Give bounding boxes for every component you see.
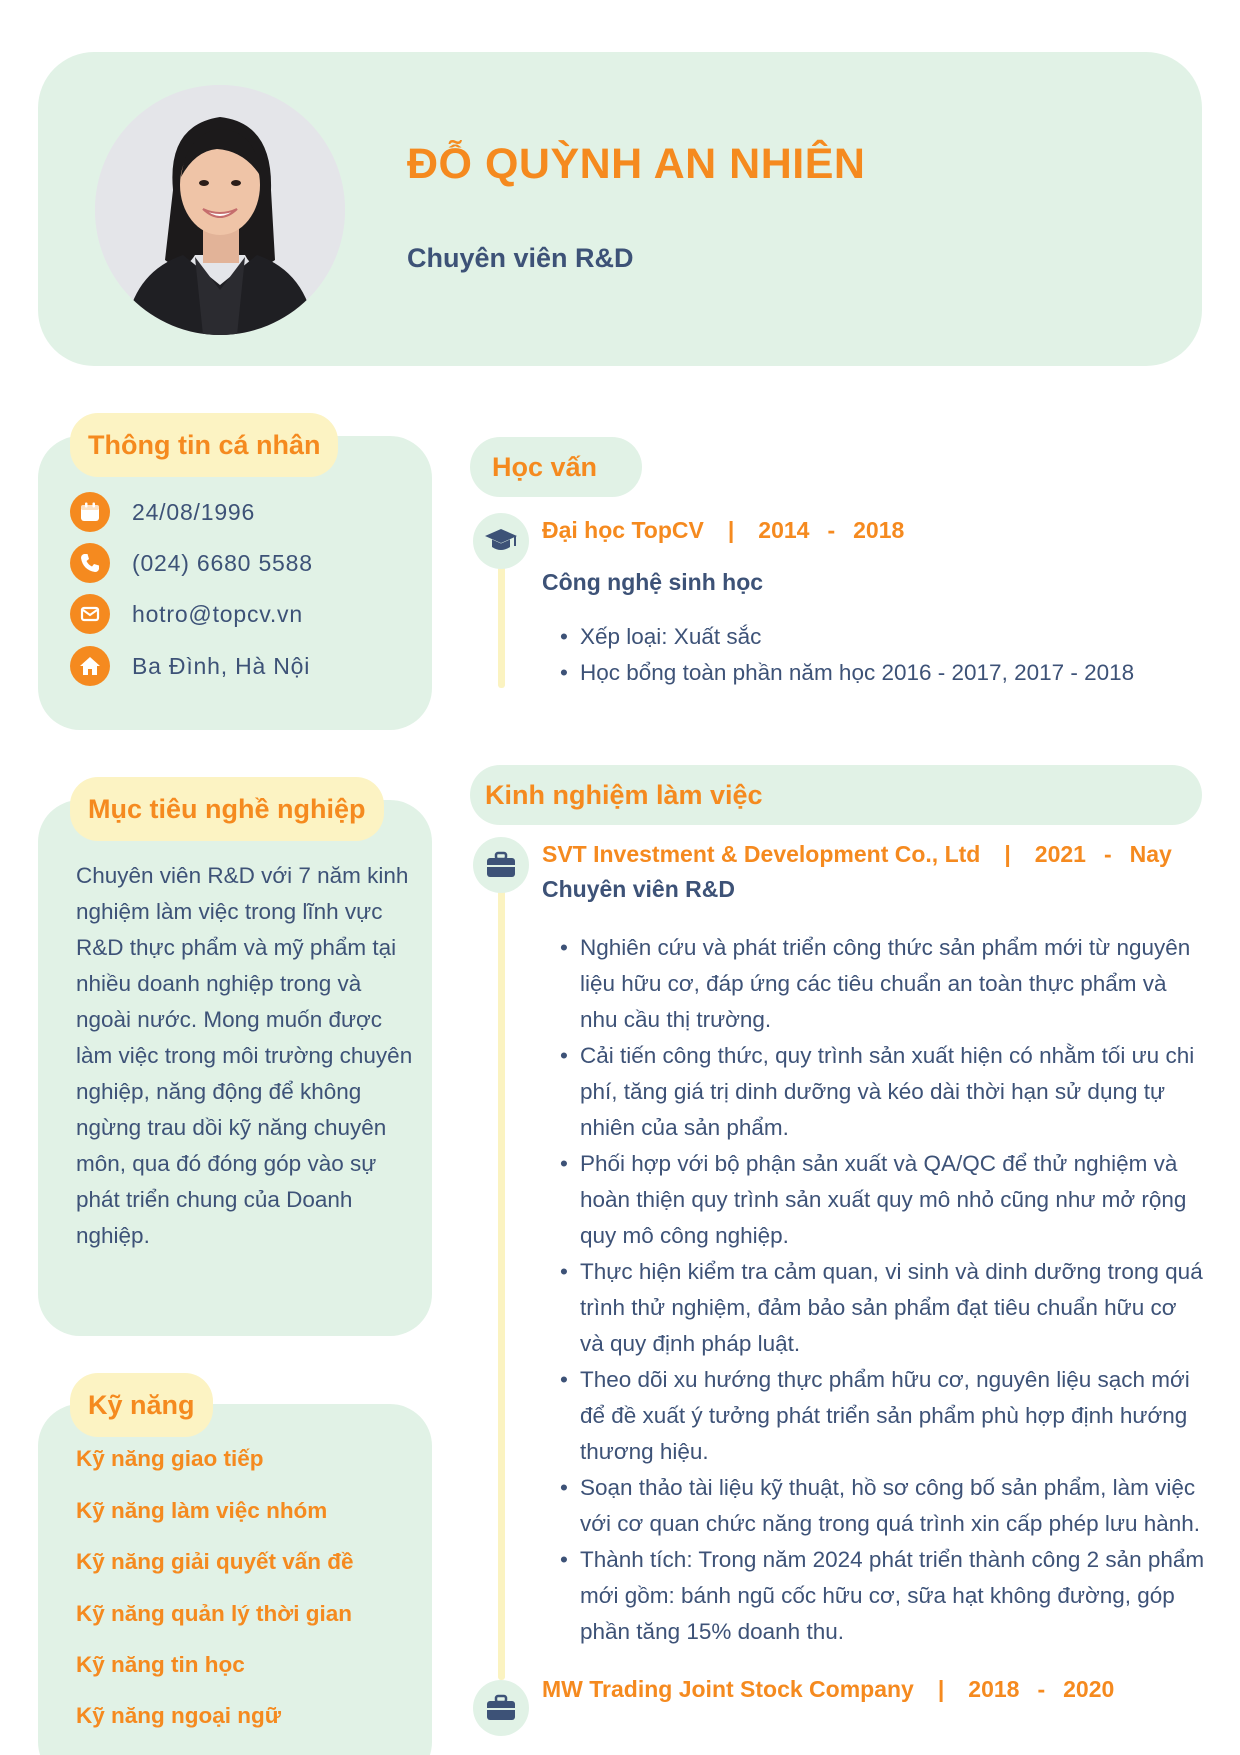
timeline-line — [498, 870, 505, 1680]
dash: - — [1103, 841, 1112, 867]
dash: - — [827, 517, 836, 543]
list-item: • Thực hiện kiểm tra cảm quan, vi sinh và dinh dưỡng trong quá trình thử nghiệm, đảm bảo sản phẩm đạt tiêu chuẩn hữu cơ và quy định pháp luật. — [560, 1254, 1205, 1362]
home-icon — [70, 646, 110, 686]
mail-icon — [70, 594, 110, 634]
skill-item: Kỹ năng quản lý thời gian — [76, 1601, 353, 1626]
job-end: Nay — [1129, 841, 1172, 867]
list-item: • Nghiên cứu và phát triển công thức sản phẩm mới từ nguyên liệu hữu cơ, đáp ứng các tiêu chuẩn an toàn thực phẩm và nhu cầu thị trường. — [560, 930, 1205, 1038]
education-marker — [473, 513, 529, 569]
job-marker — [473, 837, 529, 893]
skills-title: Kỹ năng — [70, 1373, 213, 1437]
job-header — [542, 1676, 1114, 1703]
dob-text: 24/08/1996 — [132, 498, 256, 525]
career-goal-text: Chuyên viên R&D với 7 năm kinh nghiệm làm việc trong lĩnh vực R&D thực phẩm và mỹ phẩm tại nhiều doanh nghiệp trong và ngoài nước. Mong muốn được làm việc trong môi trường chuyên nghiệp, năng động để không ngừng trau dồi kỹ năng chuyên môn, qua đó đóng góp vào sự phát triển chung của Doanh nghiệp. — [76, 863, 413, 1248]
skill-item: Kỹ năng ngoại ngữ — [76, 1703, 282, 1728]
briefcase-icon — [485, 851, 517, 879]
profile-photo — [95, 85, 345, 335]
separator: | — [727, 517, 735, 543]
phone-text: (024) 6680 5588 — [132, 549, 313, 576]
list-item: • Soạn thảo tài liệu kỹ thuật, hồ sơ công bố sản phẩm, làm việc với cơ quan chức năng trong quá trình xin cấp phép lưu hành. — [560, 1470, 1205, 1542]
company-name: SVT Investment & Development Co., Ltd — [542, 841, 981, 867]
skill-item: Kỹ năng tin học — [76, 1652, 245, 1677]
list-item: • Học bổng toàn phần năm học 2016 - 2017, 2017 - 2018 — [560, 655, 1200, 691]
separator: | — [1004, 841, 1011, 867]
job-start: 2018 — [968, 1676, 1020, 1702]
job-marker — [473, 1680, 529, 1736]
education-start: 2014 — [758, 517, 810, 543]
list-item: • Phối hợp với bộ phận sản xuất và QA/QC để thử nghiệm và hoàn thiện quy trình sản xuất quy mô nhỏ cũng như mở rộng quy mô công nghiệp. — [560, 1146, 1205, 1254]
phone-icon — [70, 543, 110, 583]
email-row — [70, 594, 303, 634]
email-text: hotro@topcv.vn — [132, 600, 303, 627]
address-text: Ba Đình, Hà Nội — [132, 652, 311, 679]
job-header — [542, 841, 1172, 868]
job-bullets — [560, 930, 1205, 1650]
list-item: • Thành tích: Trong năm 2024 phát triển thành công 2 sản phẩm mới gồm: bánh ngũ cốc hữu cơ, sữa hạt không đường, góp phần tăng 15% doanh thu. — [560, 1542, 1205, 1650]
briefcase-icon — [485, 1694, 517, 1722]
education-header — [542, 517, 904, 544]
career-goal-title: Mục tiêu nghề nghiệp — [70, 777, 384, 841]
calendar-icon — [70, 492, 110, 532]
job-title: Chuyên viên R&D — [407, 243, 634, 273]
personal-info-title: Thông tin cá nhân — [70, 413, 338, 477]
phone-row — [70, 543, 313, 583]
education-bullets — [560, 619, 1200, 691]
dash: - — [1037, 1676, 1046, 1702]
job-role: Chuyên viên R&D — [542, 876, 735, 902]
list-item: • Xếp loại: Xuất sắc — [560, 619, 1200, 655]
skill-item: Kỹ năng giải quyết vấn đề — [76, 1549, 354, 1574]
education-end: 2018 — [853, 517, 905, 543]
separator: | — [937, 1676, 945, 1702]
graduation-cap-icon — [483, 526, 519, 556]
education-title: Học vấn — [470, 437, 642, 497]
list-item: • Theo dõi xu hướng thực phẩm hữu cơ, nguyên liệu sạch mới để đề xuất ý tưởng phát triển sản phẩm phù hợp định hướng thương hiệu. — [560, 1362, 1205, 1470]
education-major: Công nghệ sinh học — [542, 569, 764, 595]
candidate-name: ĐỖ QUỲNH AN NHIÊN — [407, 140, 866, 188]
dob-row — [70, 492, 255, 532]
address-row — [70, 646, 310, 686]
school-name: Đại học TopCV — [542, 517, 704, 543]
skill-item: Kỹ năng giao tiếp — [76, 1446, 264, 1471]
skill-item: Kỹ năng làm việc nhóm — [76, 1498, 328, 1523]
list-item: • Cải tiến công thức, quy trình sản xuất hiện có nhằm tối ưu chi phí, tăng giá trị dinh dưỡng và kéo dài thời hạn sử dụng tự nhiên của sản phẩm. — [560, 1038, 1205, 1146]
experience-title: Kinh nghiệm làm việc — [470, 765, 1202, 825]
portrait-illustration — [95, 85, 345, 335]
company-name: MW Trading Joint Stock Company — [542, 1676, 914, 1702]
timeline-line — [498, 548, 505, 688]
job-end: 2020 — [1063, 1676, 1115, 1702]
job-start: 2021 — [1034, 841, 1086, 867]
